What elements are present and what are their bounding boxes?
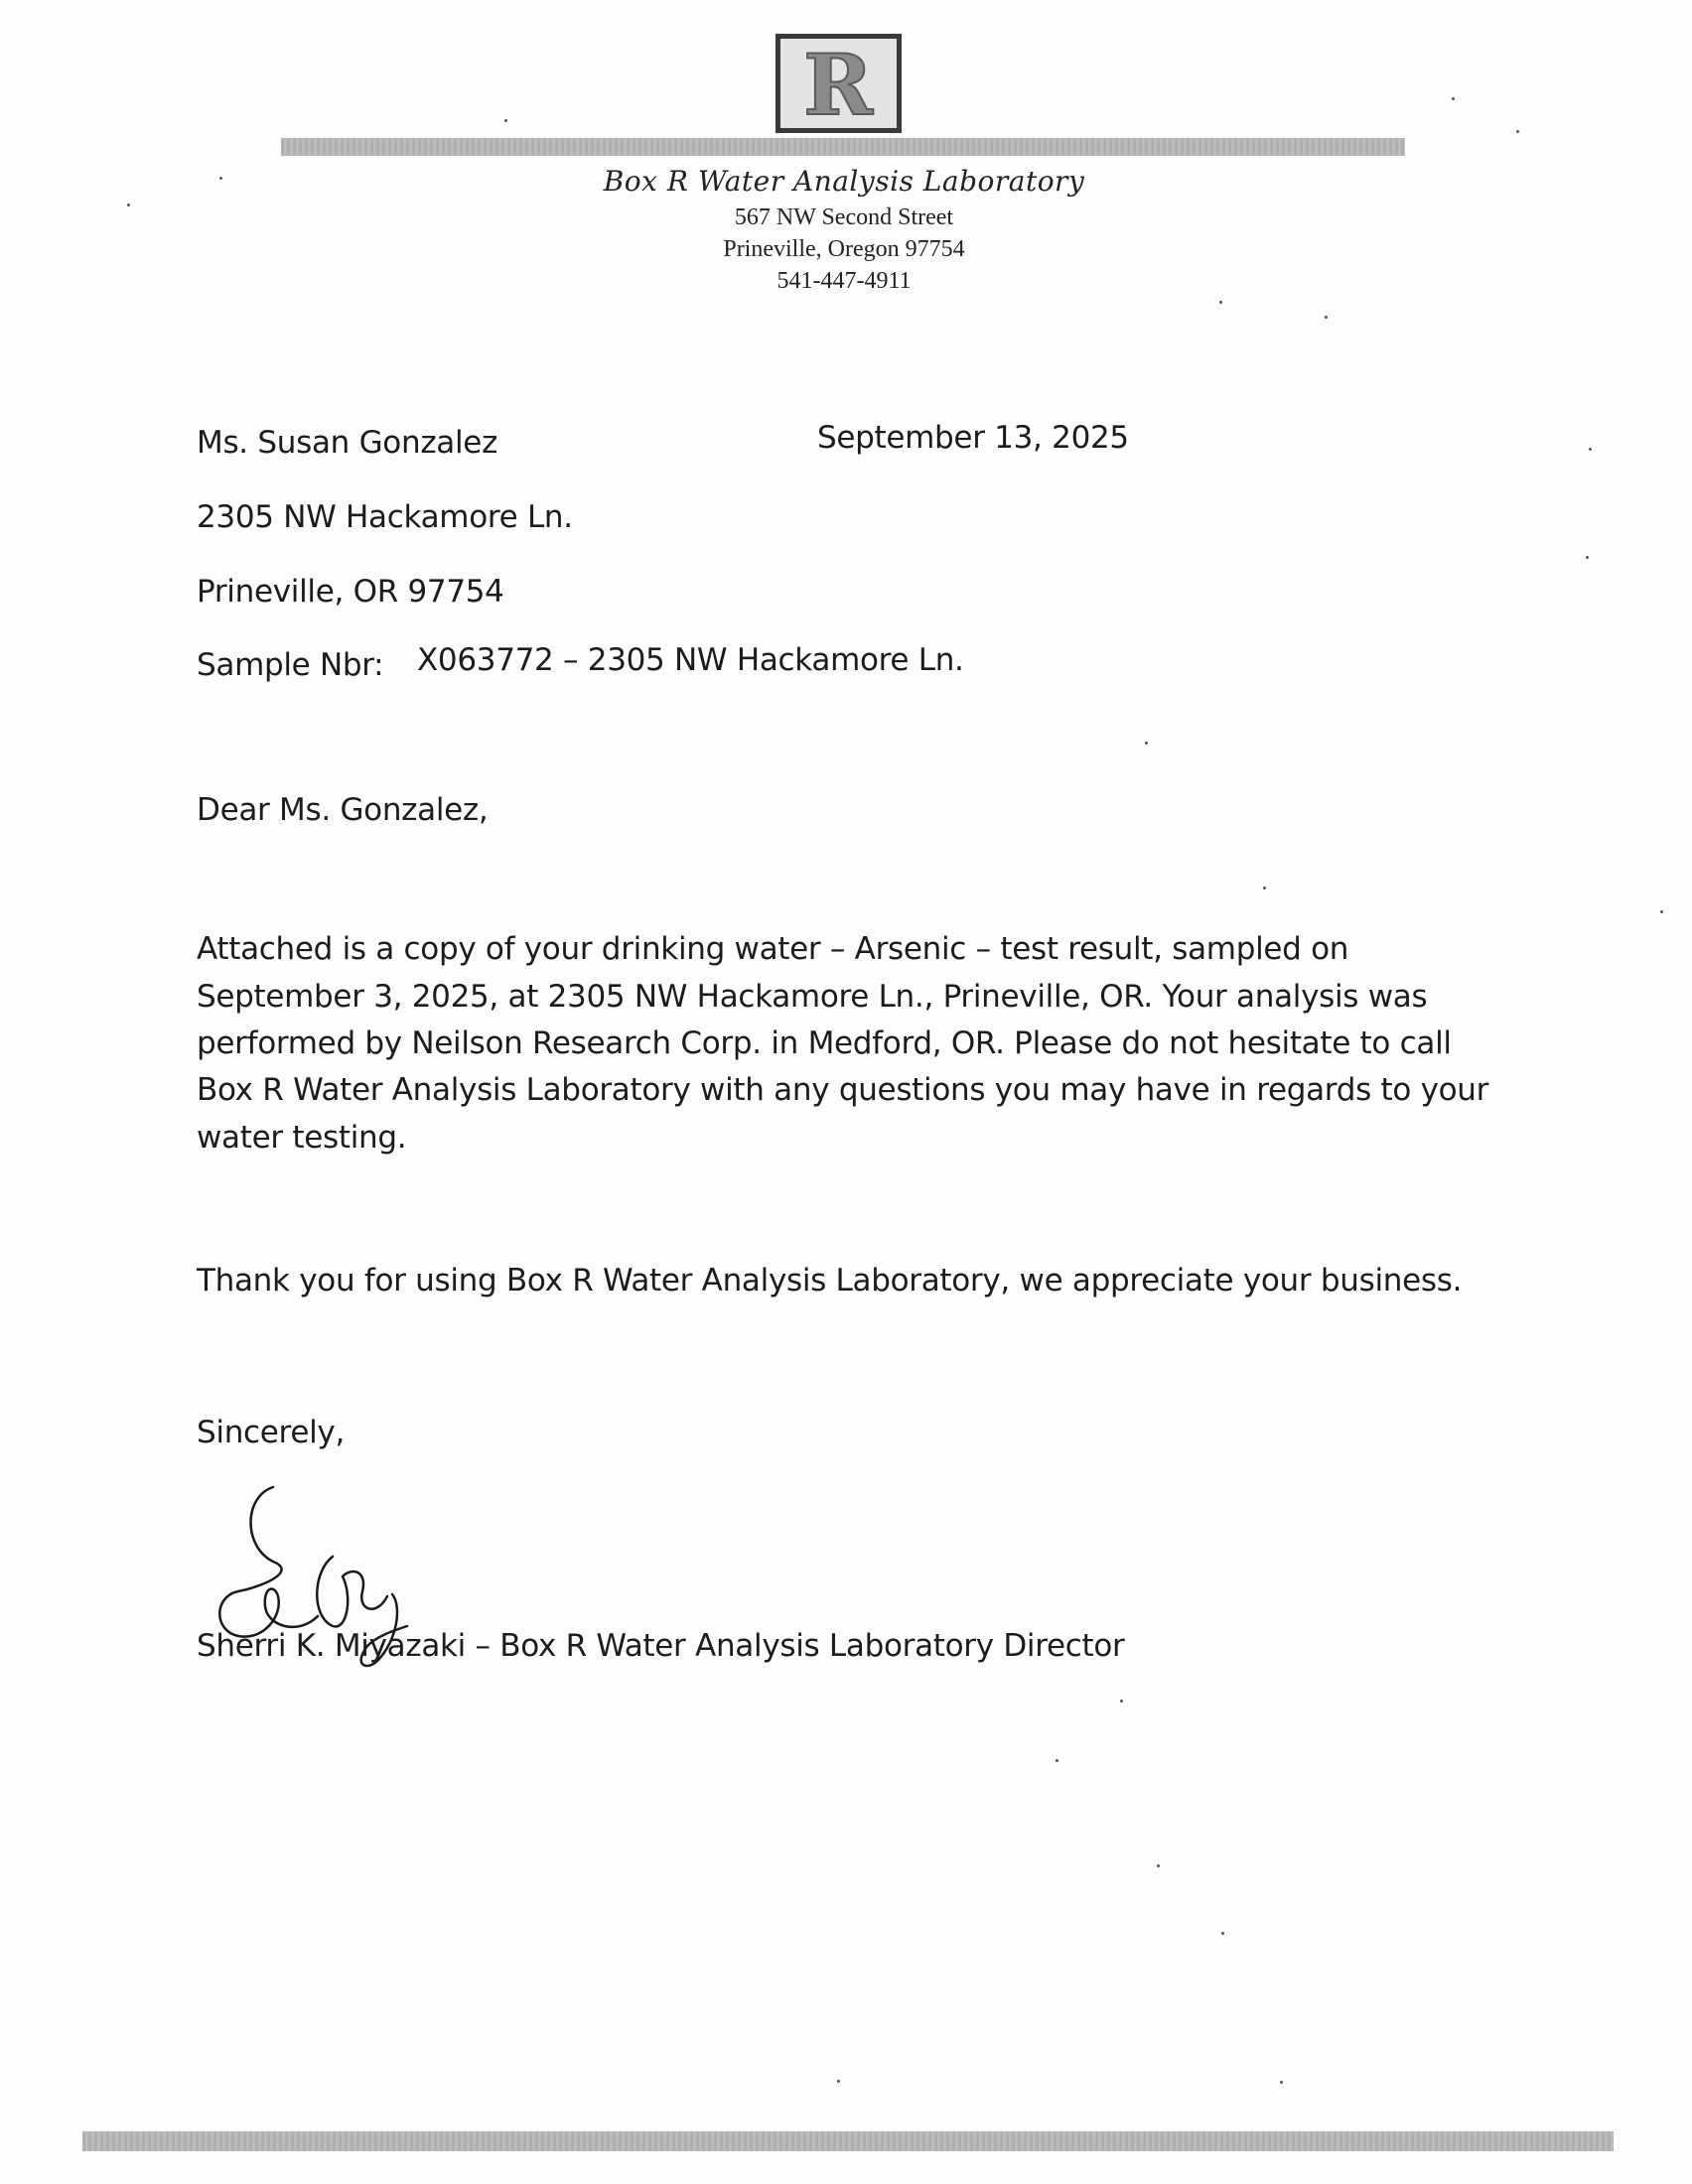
thank-you-line: Thank you for using Box R Water Analysis Laboratory, we appreciate your business.	[197, 1263, 1463, 1298]
recipient-street: 2305 NW Hackamore Ln.	[197, 499, 573, 535]
scan-speck	[219, 177, 222, 180]
closing: Sincerely,	[197, 1415, 346, 1450]
scan-speck	[1157, 1864, 1160, 1867]
scan-speck	[1325, 316, 1328, 319]
body-line: Box R Water Analysis Laboratory with any questions you may have in regards to your	[197, 1072, 1489, 1108]
lab-street: 567 NW Second Street	[734, 205, 954, 230]
scan-speck	[127, 204, 130, 206]
scan-speck	[1145, 742, 1148, 745]
scan-speck	[1263, 887, 1266, 889]
sample-label: Sample Nbr:	[197, 647, 384, 683]
recipient-name: Ms. Susan Gonzalez	[197, 425, 498, 461]
sample-value: X063772 – 2305 NW Hackamore Ln.	[417, 642, 964, 678]
logo-letter: R	[803, 39, 873, 128]
scan-speck	[837, 2080, 840, 2083]
scan-speck	[1516, 130, 1519, 133]
lab-logo	[776, 34, 902, 133]
footer-rule	[82, 2131, 1614, 2151]
scan-speck	[1221, 1932, 1224, 1935]
salutation: Dear Ms. Gonzalez,	[197, 792, 489, 828]
scan-speck	[1660, 910, 1663, 913]
header-rule	[281, 138, 1405, 156]
scan-speck	[1586, 556, 1589, 559]
body-line: September 3, 2025, at 2305 NW Hackamore Ln., Prineville, OR. Your analysis was	[197, 979, 1428, 1015]
lab-name: Box R Water Analysis Laboratory	[603, 165, 1085, 198]
scan-speck	[1280, 2081, 1283, 2084]
lab-city: Prineville, Oregon 97754	[723, 236, 965, 262]
lab-phone: 541-447-4911	[776, 268, 912, 294]
scan-speck	[1452, 97, 1455, 100]
body-line: performed by Neilson Research Corp. in Medford, OR. Please do not hesitate to call	[197, 1025, 1452, 1061]
scan-speck	[504, 119, 507, 122]
signer-line: Sherri K. Miyazaki – Box R Water Analysis Laboratory Director	[197, 1628, 1125, 1664]
scan-speck	[1056, 1759, 1058, 1762]
scan-speck	[1120, 1700, 1123, 1703]
scan-speck	[1589, 448, 1592, 451]
body-line: Attached is a copy of your drinking water – Arsenic – test result, sampled on	[197, 931, 1349, 967]
logo-r-icon	[780, 39, 897, 128]
body-line: water testing.	[197, 1120, 407, 1156]
letter-date: September 13, 2025	[817, 420, 1129, 456]
scan-speck	[1219, 301, 1222, 304]
recipient-city: Prineville, OR 97754	[197, 574, 504, 610]
